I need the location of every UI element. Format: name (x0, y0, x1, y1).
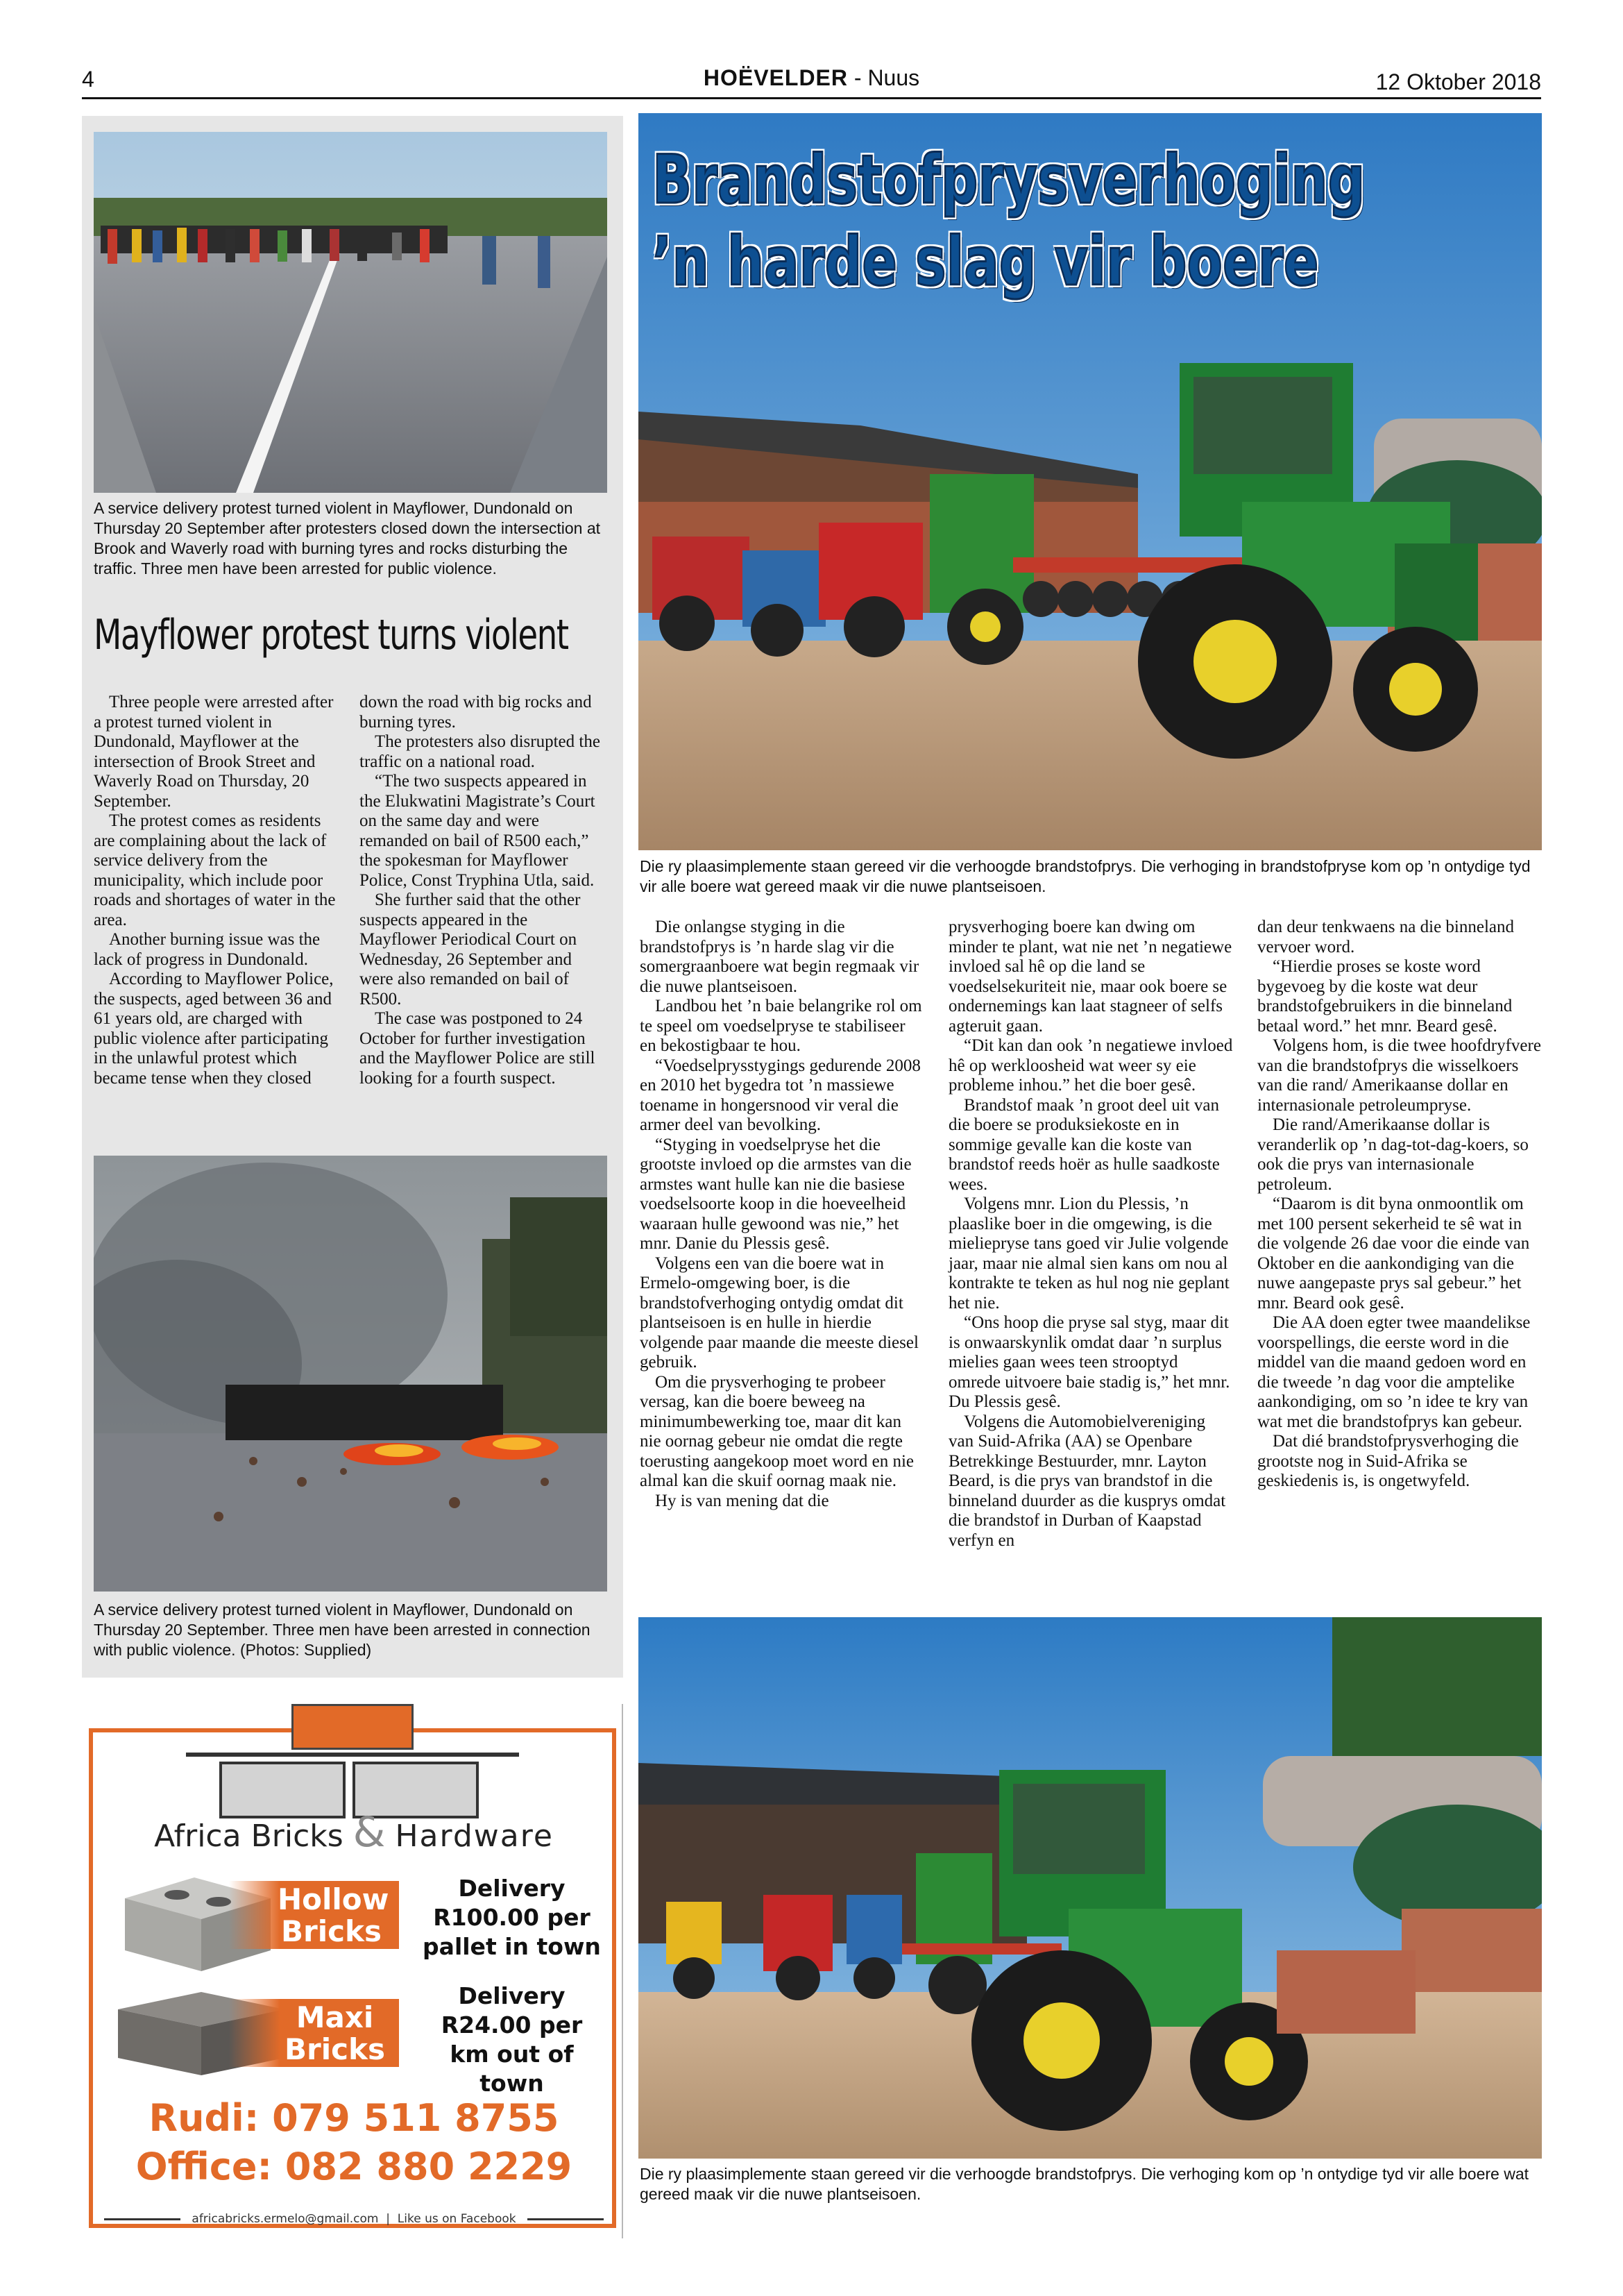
paragraph: Another burning issue was the lack of progress in Dundonald. (94, 930, 321, 969)
tractors-photo1-caption: Die ry plaasimplemente staan gereed vir die verhoogde brandstofprys. Die verhoging in brandstofpryse kom op ’n ontydige tyd vir alle boere wat gereed maak vir die nuwe plantseisoen. (640, 857, 1531, 895)
masthead-title: HOËVELDER (703, 65, 848, 90)
protest-photo2-caption: A service delivery protest turned violent in Mayflower, Dundonald on Thursday 20 September. Three men have been arrested in connection with public violence. (Photos: Supplied) (94, 1601, 590, 1659)
paragraph: “Daarom is dit byna onmoontlik om met 100 persent sekerheid te sê wat in die volgende 26 dae voor die einde van Oktober en die aankondiging van die nuwe aangepaste prys sal gebeur.” het mnr. Beard ook gesê. (1257, 1195, 1530, 1312)
paragraph: Die onlangse styging in die brandstofprys is ’n harde slag vir die somergraanboere wat begin regmaak vir die nuwe plantseisoen. (640, 918, 919, 996)
ad-phone-office[interactable]: Office: 082 880 2229 (135, 2145, 572, 2188)
ad-company-part1: Africa Bricks (154, 1818, 343, 1854)
paragraph: down the road with big rocks and burning tyres. (359, 693, 592, 732)
paragraph: Die AA doen egter twee maandelikse voorspellings, die eerste word in die middel van die maand gedoen word en die tweede ’n dag voor die amptelike aankondiging, om so ’n idee te kry van wat met die brandstofprys kan gebeur. (1257, 1313, 1531, 1431)
header-rule (82, 97, 1541, 99)
maxi-bricks-label: Maxi Bricks (229, 1999, 399, 2067)
paragraph: Dat dié brandstofprysverhoging die grootste nog in Suid-Afrika se geskiedenis is, is ongetwyfeld. (1257, 1432, 1519, 1490)
masthead-section: - Nuus (848, 65, 920, 90)
paragraph: “The two suspects appeared in the Elukwatini Magistrate’s Court on the same day and were remanded on bail of R500 each,” the spokesman for Mayflower Police, Const Tryphina Utla, said. (359, 772, 595, 890)
mayflower-column-2 (359, 693, 602, 1088)
tractors-photo2-caption: Die ry plaasimplemente staan gereed vir die verhoogde brandstofprys. Die verhoging kom op ’n ontydige tyd vir alle boere wat gereed maak vir die nuwe plantseisoen. (640, 2165, 1529, 2203)
paragraph: Landbou het ’n baie belangrike rol om te speel om voedselpryse te stabiliseer en bekostigbaar te hou. (640, 997, 922, 1055)
main-headline-line-2: ’n harde slag vir boere (652, 223, 1319, 301)
paragraph: “Voedselprysstygings gedurende 2008 en 2010 het bygedra tot ’n massiewe toename in hongersnood vir veral die armer deel van bevolking. (640, 1056, 921, 1134)
paragraph: Volgens een van die boere wat in Ermelo-omgewing boer, is die brandstofverhoging ontydig omdat dit plantseisoen is en hulle in hierdie volgende paar maande die meeste diesel gebruik. (640, 1253, 919, 1371)
hollow-bricks-delivery: Delivery R100.00 per pallet in town (423, 1875, 601, 1960)
fuel-story-column-3 (1257, 918, 1542, 1492)
ad-logo-top-brick (291, 1704, 414, 1750)
ad-company-amp: & (352, 1808, 386, 1857)
ad-company-part2: Hardware (395, 1818, 554, 1854)
ad-footer-contact[interactable]: africabricks.ermelo@gmail.com | Like us on Facebook (192, 2212, 516, 2226)
burning-tyres-photo (94, 1156, 607, 1592)
paragraph: Volgens die Automobielvereniging van Suid-Afrika (AA) se Openbare Betrekkinge Bestuurder, mnr. Layton Beard, is die prys van brandstof in die binneland duurder as die kusprys omdat die brandstof in Durban of Kaapstad verfyn en (949, 1412, 1226, 1550)
issue-date: 12 Oktober 2018 (1375, 69, 1541, 94)
main-headline-line-1: Brandstofprysverhoging (652, 141, 1366, 219)
ad-company-name (104, 1808, 604, 1857)
paragraph: According to Mayflower Police, the suspects, aged between 36 and 61 years old, are charged with public violence after participating in the unlawful protest which became tense when they closed (94, 970, 334, 1088)
paragraph: Three people were arrested after a protest turned violent in Dundonald, Mayflower at the intersection of Brook Street and Waverly Road on Thursday, 20 September. (94, 693, 334, 811)
paragraph: “Ons hoop die pryse sal styg, maar dit is onwaarskynlik omdat daar ’n surplus mielies gaan wees teen strooptyd omrede uitvoere baie stadig is,” het mnr. Du Plessis gesê. (949, 1313, 1230, 1411)
tractors-image-2 (638, 1617, 1542, 2159)
paragraph: prysverhoging boere kan dwing om minder te plant, wat nie net ’n negatiewe invloed sal hê op die land se voedselsekuriteit nie, maar ook boere se ondernemings kan laat stagneer of selfs agteruit gaan. (949, 918, 1232, 1036)
paragraph: “Hierdie proses se koste word bygevoeg by die koste wat deur brandstofgebruikers in die binneland betaal word.” het mnr. Beard gesê. (1257, 957, 1513, 1036)
protest-road-photo (94, 132, 607, 493)
paragraph: Volgens hom, is die twee hoofdryfvere van die brandstofprys die wisselkoers van die rand/ Amerikaanse dollar en internasionale petroleumpryse. (1257, 1036, 1541, 1115)
fuel-story-column-1 (640, 918, 924, 1511)
page-number: 4 (82, 67, 94, 92)
paragraph: Volgens mnr. Lion du Plessis, ’n plaaslike boer in die omgewing, is die mieliepryse tans goed vir Julie volgende jaar, maar nie almal sien kans om nou al kontrakte te teken as hul nog nie geplant het nie. (949, 1195, 1230, 1312)
fuel-story-column-2 (949, 918, 1233, 1551)
main-headline (652, 139, 1366, 303)
paragraph: Hy is van mening dat die (655, 1491, 829, 1510)
tractors-photo-2 (638, 1617, 1542, 2159)
paragraph: Om die prysverhoging te probeer versag, kan die boere beweeg na minimumbewerking toe, maar dit kan nie oornag gebeur nie omdat die regte toerusting aangekoop moet word en nie almal kan die skuif oornag maak nie. (640, 1372, 915, 1490)
paragraph: She further said that the other suspects appeared in the Mayflower Periodical Court on Wednesday, 26 September and were also remanded on bail of R500. (359, 890, 581, 1008)
paragraph: Die rand/Amerikaanse dollar is veranderlik op ’n dag-tot-dag-koers, so ook die prys van internasionale petroleum. (1257, 1115, 1529, 1194)
paragraph: “Dit kan dan ook ’n negatiewe invloed hê op werkloosheid wat weer sy eie probleme inhou.” het die boer gesê. (949, 1036, 1233, 1095)
maxi-bricks-delivery: Delivery R24.00 per km out of town (441, 1982, 583, 2097)
mayflower-headline: Mayflower protest turns violent (94, 611, 568, 659)
paragraph: The case was postponed to 24 October for further investigation and the Mayflower Police are still looking for a fourth suspect. (359, 1009, 595, 1088)
paragraph: The protesters also disrupted the traffic on a national road. (359, 732, 600, 771)
paragraph: The protest comes as residents are complaining about the lack of service delivery from the municipality, which include poor roads and shortages of water in the area. (94, 811, 336, 929)
protest-road-image (94, 132, 607, 493)
paragraph: “Styging in voedselpryse het die grootste invloed op die armstes van die armstes want hulle kan nie die basiese voedselsoorte koop in die hoeveelheid waaraan hulle gewoond was nie,” het mnr. Danie du Plessis gesê. (640, 1135, 912, 1253)
protest-photo1-caption: A service delivery protest turned violent in Mayflower, Dundonald on Thursday 20 September after protesters closed down the intersection at Brook and Waverly road with burning tyres and rocks disturbing the traffic. Three men have been arrested for public violence. (94, 499, 601, 577)
hollow-bricks-label: Hollow Bricks (229, 1881, 399, 1949)
paragraph: Brandstof maak ’n groot deel uit van die boere se produksiekoste en in sommige gevalle kan die koste van brandstof reeds hoër as hulle saadkoste wees. (949, 1095, 1220, 1194)
mayflower-column-1 (94, 693, 337, 1088)
ad-logo-bar (186, 1753, 519, 1757)
paragraph: dan deur tenkwaens na die binneland vervoer word. (1257, 918, 1515, 956)
ad-phone-rudi[interactable]: Rudi: 079 511 8755 (148, 2096, 559, 2140)
burning-tyres-image (94, 1156, 607, 1592)
